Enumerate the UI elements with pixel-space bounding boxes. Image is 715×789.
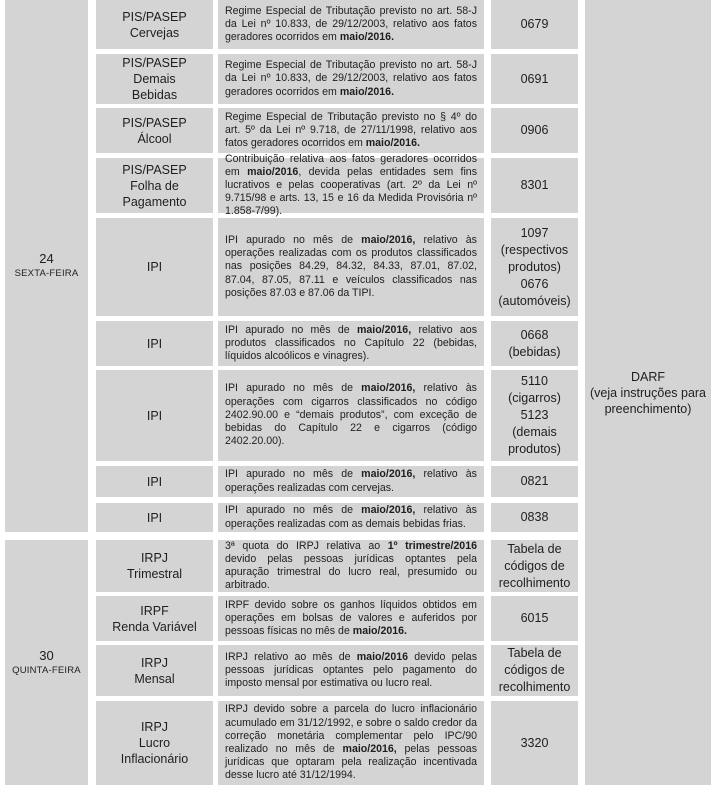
codigo-cell: [491, 218, 578, 316]
descricao-bold-fragment: maio/2016: [247, 165, 299, 178]
tributo-name: IPI: [146, 260, 163, 274]
descricao-bold-fragment: maio/2016: [356, 650, 409, 663]
descricao-text: [225, 599, 477, 639]
codigo-cell: [491, 370, 578, 461]
descricao-bold-fragment: maio/2016.: [339, 85, 395, 98]
codigo-cell: [491, 158, 578, 213]
tributo-name: IPI: [146, 336, 163, 351]
descricao-text: [225, 703, 477, 782]
descricao-text: [225, 5, 477, 45]
codigo-value: 5110 (cigarros) 5123 (demais produtos): [508, 374, 561, 456]
date-weekday: SEXTA-FEIRA: [14, 268, 79, 279]
descricao-cell: [218, 0, 484, 49]
codigo-value: 3320: [520, 735, 549, 750]
descricao-bold-fragment: maio/2016.: [352, 625, 407, 638]
codigo-cell: [491, 466, 578, 497]
codigo-value: 6015: [520, 611, 549, 625]
codigo-cell: [491, 321, 578, 366]
codigo-value: 0838: [520, 510, 549, 524]
tributo-cell: [96, 466, 213, 497]
tributo-cell: [96, 54, 213, 104]
descricao-bold-fragment: maio/2016,: [356, 323, 412, 336]
descricao-cell: [218, 108, 484, 153]
tributo-name: PIS/PASEP Folha de Pagamento: [122, 162, 187, 209]
tributo-name: IRPJ Trimestral: [126, 551, 183, 581]
documento-text: DARF (veja instruções para preenchimento): [589, 369, 707, 416]
descricao-fragment: IPI apurado no mês de: [225, 468, 362, 481]
descricao-text: [225, 324, 477, 364]
descricao-text: [225, 382, 477, 448]
tributo-cell: [96, 370, 213, 461]
codigo-value: 0668 (bebidas): [508, 327, 561, 359]
descricao-cell: [218, 370, 484, 461]
descricao-text: [225, 234, 477, 300]
descricao-fragment: Regime Especial de Tributação previsto no § 4º do art. 5º da Lei nº 9.718, de 27/11/1998, relativo aos fatos geradores ocorridos em: [225, 110, 477, 150]
codigo-value: 8301: [520, 178, 549, 192]
codigo-cell: [491, 596, 578, 641]
descricao-text: [225, 504, 477, 530]
descricao-bold-fragment: maio/2016.: [365, 137, 420, 150]
descricao-cell: [218, 701, 484, 785]
descricao-fragment: relativo às operações realizadas com as demais bebidas frias.: [225, 504, 477, 530]
descricao-text: [225, 468, 477, 494]
descricao-cell: [218, 540, 484, 592]
descricao-fragment: Regime Especial de Tributação previsto no art. 58-J da Lei nº 10.833, de 29/12/2003, relativo aos fatos geradores ocorridos em: [225, 59, 477, 98]
tributo-cell: [96, 596, 213, 641]
codigo-value: 0821: [520, 474, 549, 488]
descricao-fragment: IPI apurado no mês de: [225, 233, 362, 246]
descricao-fragment: IRPF devido sobre os ganhos líquidos obtidos em operações em bolsas de valores e auferidos por pessoas físicas no mês de: [225, 598, 477, 638]
tributo-name: IRPF Renda Variável: [112, 603, 197, 634]
codigo-cell: [491, 0, 578, 49]
descricao-bold-fragment: maio/2016,: [361, 233, 416, 246]
tributo-name: IRPJ Mensal: [134, 655, 175, 686]
descricao-fragment: devido pelas pessoas jurídicas optantes pelo pagamento do imposto mensal por estimativa ou lucro real.: [225, 650, 477, 690]
descricao-text: [225, 651, 477, 691]
descricao-cell: [218, 645, 484, 696]
codigo-value: 1097 (respectivos produtos) 0676 (automóveis): [498, 225, 571, 308]
tributo-name: PIS/PASEP Demais Bebidas: [122, 56, 187, 102]
codigo-cell: [491, 108, 578, 153]
descricao-fragment: 3ª quota do IRPJ relativa ao: [225, 539, 388, 552]
descricao-cell: [218, 466, 484, 497]
descricao-bold-fragment: maio/2016,: [361, 382, 416, 395]
codigo-cell: [491, 645, 578, 696]
codigo-cell: [491, 540, 578, 592]
codigo-value: Tabela de códigos de recolhimento: [498, 646, 571, 694]
tributo-name: IPI: [146, 510, 163, 525]
descricao-bold-fragment: maio/2016,: [342, 743, 397, 755]
descricao-fragment: Contribuição relativa aos fatos geradores ocorridos em: [225, 152, 477, 178]
descricao-fragment: IPI apurado no mês de: [225, 323, 357, 336]
descricao-cell: [218, 218, 484, 316]
codigo-cell: [491, 54, 578, 104]
tributo-cell: [96, 0, 213, 49]
tributo-cell: [96, 108, 213, 153]
descricao-bold-fragment: maio/2016,: [361, 504, 416, 517]
date-weekday: QUINTA-FEIRA: [12, 664, 81, 676]
descricao-fragment: devido pelas pessoas jurídicas optantes pela apuração trimestral do lucro real, presumido ou arbitrado.: [225, 552, 477, 592]
date-cell-24: [5, 0, 88, 532]
codigo-cell: [491, 503, 578, 532]
descricao-fragment: IRPJ devido sobre a parcela do lucro inflacionário acumulado em 31/12/1992, e sobre o saldo credor da correção monetária complementar pelo IPC/90 realizado no mês de: [225, 703, 477, 755]
tributo-name: IRPJ Lucro Inflacionário: [120, 720, 189, 766]
codigo-value: 0906: [520, 123, 549, 137]
tributo-cell: [96, 503, 213, 532]
tributo-cell: [96, 321, 213, 366]
tributo-cell: [96, 701, 213, 785]
descricao-cell: [218, 321, 484, 366]
tributo-cell: [96, 218, 213, 316]
descricao-fragment: IRPJ relativo ao mês de: [225, 650, 357, 663]
descricao-text: [225, 153, 477, 219]
descricao-fragment: IPI apurado no mês de: [225, 504, 362, 517]
descricao-cell: [218, 503, 484, 532]
codigo-cell: [491, 701, 578, 785]
descricao-fragment: , devida pelas entidades sem fins lucrativos e pelas cooperativas (art. 2º da Lei nº 9.715/98 e arts. 13, 15 e 16 da Medida Provisória nº 1.858-7/99).: [225, 165, 477, 218]
descricao-fragment: IPI apurado no mês de: [225, 382, 362, 395]
date-day: 24: [39, 251, 54, 266]
tributo-cell: [96, 158, 213, 213]
date-day: 30: [39, 647, 54, 663]
tributo-name: PIS/PASEP Álcool: [122, 115, 187, 146]
descricao-text: [225, 59, 477, 99]
date-cell-30: [5, 540, 88, 785]
descricao-text: [225, 111, 477, 151]
tributo-name: IPI: [146, 474, 163, 489]
descricao-bold-fragment: maio/2016,: [361, 468, 416, 481]
documento-cell: [585, 0, 711, 785]
descricao-bold-fragment: maio/2016.: [339, 31, 395, 44]
tributo-name: IPI: [146, 408, 163, 423]
descricao-cell: [218, 152, 484, 218]
descricao-bold-fragment: 1º trimestre/2016: [387, 539, 477, 552]
descricao-fragment: relativo às operações com cigarros classificados no código 2402.90.00 e “demais produtos”, com exceção de bebidas do Capítulo 22 e cigarros (código 2402.20.00).: [225, 382, 477, 448]
codigo-value: 0679: [520, 17, 549, 31]
codigo-value: 0691: [520, 71, 549, 86]
descricao-text: [225, 540, 477, 593]
descricao-fragment: Regime Especial de Tributação previsto no art. 58-J da Lei nº 10.833, de 29/12/2003, relativo aos fatos geradores ocorridos em: [225, 4, 477, 44]
descricao-fragment: relativo aos produtos classificados no Capítulo 22 (bebidas, líquidos alcoólicos e vinagres).: [225, 323, 477, 363]
descricao-fragment: relativo às operações realizadas com os produtos classificados nas posições 84.29, 84.32, 84.33, 87.01, 87.02, 87.04, 87.05, 87.11 e veículos classificados nas posições 87.03 e 87.06 da TIPI.: [225, 233, 477, 299]
descricao-fragment: relativo às operações realizadas com cervejas.: [225, 468, 477, 494]
tributo-cell: [96, 645, 213, 696]
descricao-cell: [218, 54, 484, 104]
codigo-value: Tabela de códigos de recolhimento: [498, 541, 571, 590]
tributo-cell: [96, 540, 213, 592]
descricao-fragment: pelas pessoas jurídicas que optaram pela realização incentivada desse lucro até 31/12/1994.: [225, 743, 477, 782]
descricao-cell: [218, 596, 484, 641]
tributo-name: PIS/PASEP Cervejas: [122, 9, 187, 40]
